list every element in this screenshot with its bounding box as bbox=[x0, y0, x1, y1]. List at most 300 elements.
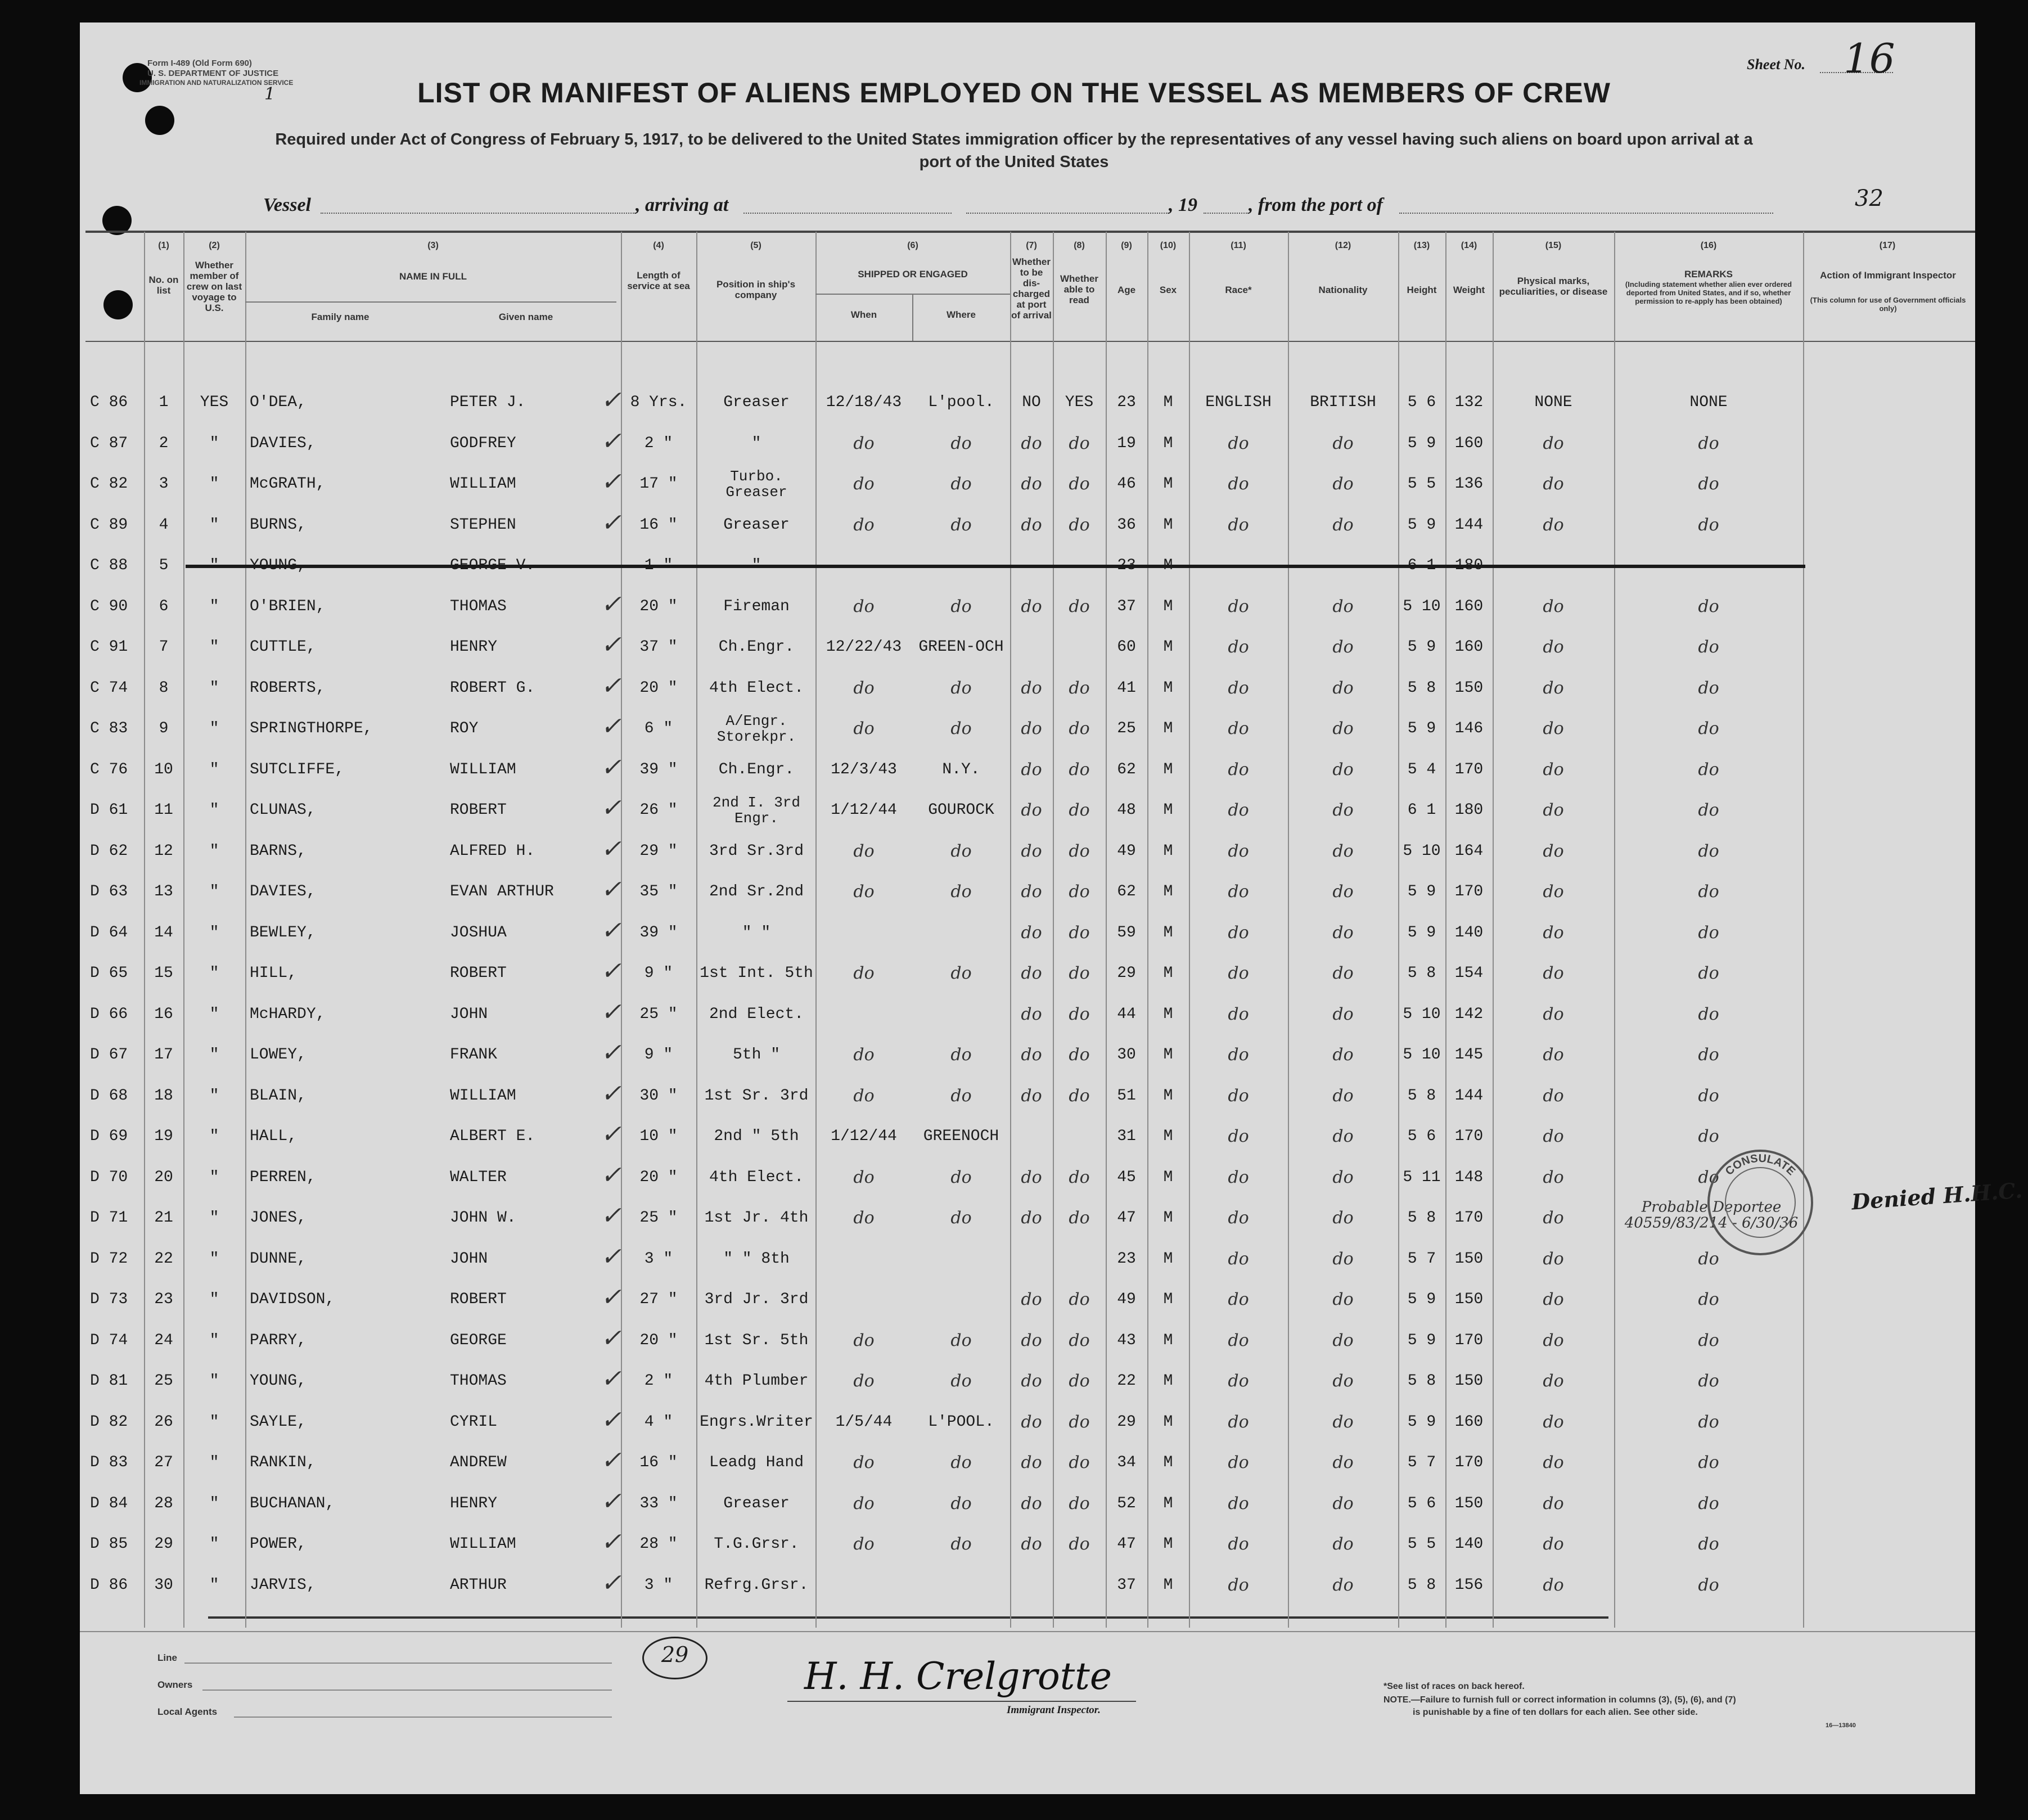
cell-weight: 140 bbox=[1454, 923, 1484, 941]
cell-given: WILLIAM bbox=[450, 1535, 516, 1553]
cell-nat: do bbox=[1332, 1330, 1354, 1350]
cell-last: " bbox=[209, 720, 219, 737]
cell-read: do bbox=[1069, 1330, 1090, 1350]
cell-service: 16 " bbox=[639, 1454, 678, 1471]
cell-height: 5 8 bbox=[1407, 1087, 1436, 1105]
cell-last: " bbox=[209, 434, 219, 452]
cell-when: do bbox=[853, 963, 875, 983]
header-able-read: Whether able to read bbox=[1060, 273, 1098, 305]
cell-service: 27 " bbox=[639, 1291, 678, 1308]
cell-service: 2 " bbox=[644, 1372, 673, 1390]
cell-given: WILLIAM bbox=[450, 475, 516, 493]
line-label: Line bbox=[157, 1652, 177, 1663]
cell-race: do bbox=[1228, 759, 1249, 780]
cell-last: " bbox=[209, 1454, 219, 1471]
cell-last: " bbox=[209, 1005, 219, 1023]
cell-ref: C 87 bbox=[90, 434, 128, 452]
cell-service: 25 " bbox=[639, 1209, 678, 1227]
cell-given: HENRY bbox=[450, 1494, 498, 1512]
corner-mark: 1 bbox=[264, 84, 276, 104]
cell-height: 5 10 bbox=[1403, 842, 1441, 860]
cell-race: do bbox=[1228, 963, 1249, 983]
cell-no: 25 bbox=[154, 1372, 173, 1390]
cell-sex: M bbox=[1163, 883, 1173, 900]
checkmark-icon: ✓ bbox=[601, 467, 621, 496]
cell-no: 14 bbox=[154, 923, 173, 941]
cell-last: " bbox=[209, 1168, 219, 1186]
cell-sex: M bbox=[1163, 1087, 1173, 1105]
cell-where: do bbox=[950, 1371, 972, 1391]
cell-family: DAVIES, bbox=[250, 883, 316, 900]
cell-weight: 150 bbox=[1454, 1494, 1484, 1512]
cell-age: 29 bbox=[1117, 1413, 1136, 1431]
cell-given: ROBERT G. bbox=[450, 679, 535, 697]
cell-marks: do bbox=[1543, 1330, 1564, 1350]
cell-sex: M bbox=[1163, 679, 1173, 697]
cell-race: do bbox=[1228, 1004, 1249, 1024]
cell-remarks: do bbox=[1698, 1493, 1719, 1513]
cell-height: 5 8 bbox=[1407, 1209, 1436, 1227]
cell-when: 12/3/43 bbox=[831, 760, 897, 778]
cell-race: ENGLISH bbox=[1205, 394, 1272, 411]
cell-service: 28 " bbox=[639, 1535, 678, 1553]
cell-nat: do bbox=[1332, 1575, 1354, 1595]
cell-last: " bbox=[209, 923, 219, 941]
cell-sex: M bbox=[1163, 597, 1173, 615]
checkmark-icon: ✓ bbox=[601, 1405, 621, 1434]
cell-where: do bbox=[950, 433, 972, 453]
cell-ref: C 86 bbox=[90, 394, 128, 411]
column-number: (12) bbox=[1335, 241, 1351, 250]
cell-sex: M bbox=[1163, 475, 1173, 493]
cell-height: 5 6 bbox=[1407, 1128, 1436, 1145]
cell-no: 15 bbox=[154, 965, 173, 982]
cell-marks: do bbox=[1543, 474, 1564, 494]
cell-no: 28 bbox=[154, 1494, 173, 1512]
cell-age: 23 bbox=[1117, 1250, 1136, 1268]
cell-last: " bbox=[209, 883, 219, 900]
cell-position: " " bbox=[742, 923, 771, 941]
cell-family: ROBERTS, bbox=[250, 679, 326, 697]
cell-height: 5 9 bbox=[1407, 1291, 1436, 1308]
cell-weight: 150 bbox=[1454, 1291, 1484, 1308]
cell-read: do bbox=[1069, 841, 1090, 861]
cell-ref: D 70 bbox=[90, 1168, 128, 1186]
cell-height: 5 5 bbox=[1407, 1535, 1436, 1553]
cell-weight: 170 bbox=[1454, 1331, 1484, 1349]
checkmark-icon: ✓ bbox=[601, 1323, 621, 1353]
cell-where: do bbox=[950, 1045, 972, 1065]
strikethrough-line bbox=[186, 565, 1805, 568]
cell-nat: do bbox=[1332, 1493, 1354, 1513]
cell-family: McGRATH, bbox=[250, 475, 326, 493]
column-number: (9) bbox=[1121, 241, 1132, 250]
cell-position: 1st Sr. 3rd bbox=[704, 1087, 809, 1105]
cell-disch: do bbox=[1021, 719, 1042, 738]
cell-service: 37 " bbox=[639, 638, 678, 656]
cell-disch: do bbox=[1021, 1493, 1042, 1513]
cell-nat: do bbox=[1332, 433, 1354, 453]
cell-disch: do bbox=[1021, 759, 1042, 780]
checkmark-icon: ✓ bbox=[601, 426, 621, 456]
header-length-service: Length of service at sea bbox=[627, 270, 690, 291]
cell-weight: 150 bbox=[1454, 1250, 1484, 1268]
cell-position: Greaser bbox=[723, 1494, 790, 1512]
stamp-text: CONSULATE bbox=[1723, 1152, 1798, 1178]
owners-label: Owners bbox=[157, 1679, 193, 1690]
cell-ref: D 61 bbox=[90, 801, 128, 819]
header-where: Where bbox=[947, 309, 976, 320]
cell-position: Greaser bbox=[723, 394, 790, 411]
cell-race: do bbox=[1228, 1575, 1249, 1595]
cell-nat: do bbox=[1332, 1127, 1354, 1146]
cell-sex: M bbox=[1163, 923, 1173, 941]
cell-marks: do bbox=[1543, 1127, 1564, 1146]
column-number: (17) bbox=[1879, 241, 1896, 250]
cell-age: 46 bbox=[1117, 475, 1136, 493]
header-bottom-border bbox=[85, 341, 1975, 342]
cell-last: " bbox=[209, 1209, 219, 1227]
cell-remarks: do bbox=[1698, 841, 1719, 861]
cell-race: do bbox=[1228, 1371, 1249, 1391]
cell-remarks: do bbox=[1698, 474, 1719, 494]
cell-weight: 142 bbox=[1454, 1005, 1484, 1023]
cell-given: EVAN ARTHUR bbox=[450, 883, 554, 900]
cell-ref: D 81 bbox=[90, 1372, 128, 1390]
cell-position: 2nd " 5th bbox=[714, 1128, 799, 1145]
cell-weight: 144 bbox=[1454, 1087, 1484, 1105]
checkmark-icon: ✓ bbox=[601, 957, 621, 985]
cell-last: " bbox=[209, 475, 219, 493]
cell-height: 5 8 bbox=[1407, 679, 1436, 697]
cell-service: 2 " bbox=[644, 434, 673, 452]
cell-weight: 170 bbox=[1454, 883, 1484, 900]
cell-height: 5 8 bbox=[1407, 1576, 1436, 1594]
cell-nat: do bbox=[1332, 1208, 1354, 1228]
cell-where: L'pool. bbox=[928, 394, 994, 411]
cell-height: 5 9 bbox=[1407, 1331, 1436, 1349]
cell-age: 31 bbox=[1117, 1128, 1136, 1145]
header-position: Position in ship's company bbox=[716, 279, 796, 300]
cell-height: 5 10 bbox=[1403, 1046, 1441, 1064]
cell-sex: M bbox=[1163, 1494, 1173, 1512]
cell-position: " bbox=[751, 434, 761, 452]
cell-weight: 170 bbox=[1454, 1209, 1484, 1227]
cell-service: 17 " bbox=[639, 475, 678, 493]
cell-height: 5 9 bbox=[1407, 434, 1436, 452]
form-subtitle-line2: port of the United States bbox=[919, 153, 1109, 171]
cell-service: 9 " bbox=[644, 965, 673, 982]
cell-read: do bbox=[1069, 922, 1090, 943]
cell-ref: D 64 bbox=[90, 923, 128, 941]
column-number: (3) bbox=[427, 241, 439, 250]
cell-disch: do bbox=[1021, 1290, 1042, 1309]
cell-read: do bbox=[1069, 1208, 1090, 1228]
year-label: , 19 bbox=[1169, 195, 1197, 215]
cell-where: GREEN-OCH bbox=[918, 638, 1004, 656]
cell-when: do bbox=[853, 678, 875, 698]
cell-weight: 154 bbox=[1454, 965, 1484, 982]
column-number: (5) bbox=[750, 241, 761, 250]
cell-remarks: do bbox=[1698, 1290, 1719, 1309]
cell-service: 39 " bbox=[639, 923, 678, 941]
cell-family: BARNS, bbox=[250, 842, 307, 860]
cell-where: do bbox=[950, 596, 972, 616]
svg-text:CONSULATE bbox=[1723, 1152, 1798, 1178]
inspector-label: Immigrant Inspector. bbox=[1007, 1704, 1101, 1716]
cell-nat: do bbox=[1332, 882, 1354, 902]
cell-given: ALFRED H. bbox=[450, 842, 535, 860]
cell-age: 29 bbox=[1117, 965, 1136, 982]
races-note: *See list of races on back hereof. bbox=[1383, 1682, 1525, 1691]
cell-last: " bbox=[209, 1250, 219, 1268]
cell-race: do bbox=[1228, 678, 1249, 698]
cell-when: do bbox=[853, 719, 875, 738]
cell-weight: 170 bbox=[1454, 760, 1484, 778]
cell-read: do bbox=[1069, 678, 1090, 698]
cell-family: O'BRIEN, bbox=[250, 597, 326, 615]
cell-weight: 150 bbox=[1454, 1372, 1484, 1390]
cell-service: 25 " bbox=[639, 1005, 678, 1023]
cell-service: 4 " bbox=[644, 1413, 673, 1431]
cell-where: do bbox=[950, 474, 972, 494]
cell-remarks: do bbox=[1698, 1045, 1719, 1065]
cell-height: 5 11 bbox=[1403, 1168, 1441, 1186]
cell-given: PETER J. bbox=[450, 394, 526, 411]
checkmark-icon: ✓ bbox=[601, 508, 621, 537]
cell-remarks: do bbox=[1698, 882, 1719, 902]
header-remarks: REMARKS bbox=[1684, 269, 1733, 280]
cell-position: T.G.Grsr. bbox=[714, 1535, 799, 1553]
cell-height: 6 1 bbox=[1407, 801, 1436, 819]
checkmark-icon: ✓ bbox=[601, 1486, 621, 1516]
cell-age: 51 bbox=[1117, 1087, 1136, 1105]
cell-nat: do bbox=[1332, 1085, 1354, 1106]
cell-no: 2 bbox=[159, 434, 169, 452]
cell-remarks: do bbox=[1698, 1004, 1719, 1024]
cell-ref: C 82 bbox=[90, 475, 128, 493]
cell-given: ROBERT bbox=[450, 1291, 507, 1308]
cell-position: 4th Elect. bbox=[709, 1168, 804, 1186]
cell-given: JOHN W. bbox=[450, 1209, 516, 1227]
cell-no: 29 bbox=[154, 1535, 173, 1553]
cell-height: 5 10 bbox=[1403, 597, 1441, 615]
checkmark-icon: ✓ bbox=[601, 834, 621, 863]
cell-ref: D 63 bbox=[90, 883, 128, 900]
cell-marks: do bbox=[1543, 596, 1564, 616]
cell-given: JOHN bbox=[450, 1250, 488, 1268]
cell-nat: do bbox=[1332, 800, 1354, 820]
cell-remarks: do bbox=[1698, 922, 1719, 943]
cell-sex: M bbox=[1163, 1413, 1173, 1431]
cell-no: 7 bbox=[159, 638, 169, 656]
cell-age: 47 bbox=[1117, 1535, 1136, 1553]
cell-marks: NONE bbox=[1534, 394, 1572, 411]
cell-position: Engrs.Writer bbox=[700, 1413, 813, 1431]
cell-age: 41 bbox=[1117, 679, 1136, 697]
checkmark-icon: ✓ bbox=[601, 1283, 621, 1312]
cell-last: " bbox=[209, 1291, 219, 1308]
cell-disch: do bbox=[1021, 433, 1042, 453]
cell-remarks: do bbox=[1698, 963, 1719, 983]
cell-last: " bbox=[209, 1087, 219, 1105]
cell-height: 5 7 bbox=[1407, 1250, 1436, 1268]
cell-age: 52 bbox=[1117, 1494, 1136, 1512]
cell-remarks: do bbox=[1698, 1085, 1719, 1106]
cell-race: do bbox=[1228, 637, 1249, 657]
cell-last: " bbox=[209, 1128, 219, 1145]
cell-age: 44 bbox=[1117, 1005, 1136, 1023]
header-physical-marks: Physical marks, peculiarities, or disease bbox=[1499, 276, 1608, 297]
header-shipped-engaged: SHIPPED OR ENGAGED bbox=[858, 269, 968, 280]
cell-service: 26 " bbox=[639, 801, 678, 819]
cell-ref: D 72 bbox=[90, 1250, 128, 1268]
column-number: (15) bbox=[1545, 241, 1562, 250]
cell-race: do bbox=[1228, 1208, 1249, 1228]
cell-marks: do bbox=[1543, 678, 1564, 698]
cell-sex: M bbox=[1163, 1454, 1173, 1471]
header-given-name: Given name bbox=[498, 312, 553, 322]
cell-nat: do bbox=[1332, 1453, 1354, 1472]
cell-marks: do bbox=[1543, 882, 1564, 902]
cell-remarks: do bbox=[1698, 1534, 1719, 1554]
cell-given: WALTER bbox=[450, 1168, 507, 1186]
cell-height: 5 9 bbox=[1407, 1413, 1436, 1431]
cell-marks: do bbox=[1543, 963, 1564, 983]
cell-where: do bbox=[950, 1208, 972, 1228]
cell-sex: M bbox=[1163, 516, 1173, 534]
cell-remarks: do bbox=[1698, 759, 1719, 780]
cell-where: do bbox=[950, 678, 972, 698]
cell-read: YES bbox=[1065, 394, 1094, 411]
cell-family: PARRY, bbox=[250, 1331, 307, 1349]
checkmark-icon: ✓ bbox=[601, 1201, 621, 1230]
cell-marks: do bbox=[1543, 719, 1564, 738]
cell-marks: do bbox=[1543, 1249, 1564, 1269]
cell-position: 4th Plumber bbox=[704, 1372, 809, 1390]
cell-sex: M bbox=[1163, 1535, 1173, 1553]
cell-disch: do bbox=[1021, 1330, 1042, 1350]
cell-last: " bbox=[209, 1046, 219, 1064]
cell-last: " bbox=[209, 1372, 219, 1390]
header-action: Action of Immigrant Inspector bbox=[1820, 270, 1956, 281]
cell-family: HALL, bbox=[250, 1128, 298, 1145]
cell-service: 20 " bbox=[639, 597, 678, 615]
cell-when: do bbox=[853, 1085, 875, 1106]
cell-when: do bbox=[853, 1371, 875, 1391]
cell-when: do bbox=[853, 1045, 875, 1065]
cell-age: 45 bbox=[1117, 1168, 1136, 1186]
cell-weight: 150 bbox=[1454, 679, 1484, 697]
header-family-name: Family name bbox=[311, 312, 369, 322]
cell-given: FRANK bbox=[450, 1046, 498, 1064]
cell-marks: do bbox=[1543, 1575, 1564, 1595]
cell-when: 1/12/44 bbox=[831, 801, 897, 819]
cell-age: 23 bbox=[1117, 394, 1136, 411]
cell-read: do bbox=[1069, 1534, 1090, 1554]
cell-ref: C 74 bbox=[90, 679, 128, 697]
cell-remarks: do bbox=[1698, 1249, 1719, 1269]
cell-when: do bbox=[853, 515, 875, 535]
cell-race: do bbox=[1228, 474, 1249, 494]
checkmark-icon: ✓ bbox=[601, 1242, 621, 1271]
cell-ref: C 89 bbox=[90, 516, 128, 534]
fine-note-line1: NOTE.—Failure to furnish full or correct information in columns (3), (5), (6), and (7) bbox=[1383, 1695, 1736, 1705]
cell-ref: C 76 bbox=[90, 760, 128, 778]
cell-service: 6 " bbox=[644, 720, 673, 737]
cell-weight: 164 bbox=[1454, 842, 1484, 860]
cell-age: 19 bbox=[1117, 434, 1136, 452]
cell-family: LOWEY, bbox=[250, 1046, 307, 1064]
cell-no: 12 bbox=[154, 842, 173, 860]
cell-given: ROY bbox=[450, 720, 479, 737]
cell-sex: M bbox=[1163, 1291, 1173, 1308]
cell-marks: do bbox=[1543, 1167, 1564, 1187]
cell-sex: M bbox=[1163, 760, 1173, 778]
cell-read: do bbox=[1069, 433, 1090, 453]
cell-remarks: do bbox=[1698, 1412, 1719, 1432]
cell-no: 16 bbox=[154, 1005, 173, 1023]
cell-position: Fireman bbox=[723, 597, 790, 615]
cell-position: Leadg Hand bbox=[709, 1454, 804, 1471]
cell-where: GOUROCK bbox=[928, 801, 994, 819]
cell-race: do bbox=[1228, 922, 1249, 943]
cell-no: 8 bbox=[159, 679, 169, 697]
cell-sex: M bbox=[1163, 1209, 1173, 1227]
department-name: U. S. DEPARTMENT OF JUSTICE bbox=[147, 69, 279, 78]
cell-ref: D 83 bbox=[90, 1454, 128, 1471]
cell-height: 5 8 bbox=[1407, 965, 1436, 982]
cell-weight: 144 bbox=[1454, 516, 1484, 534]
agents-label: Local Agents bbox=[157, 1706, 218, 1717]
cell-position: 2nd I. 3rd Engr. bbox=[712, 794, 801, 827]
cell-race: do bbox=[1228, 596, 1249, 616]
cell-position: 2nd Sr.2nd bbox=[709, 883, 804, 900]
cell-family: CUTTLE, bbox=[250, 638, 316, 656]
cell-given: JOSHUA bbox=[450, 923, 507, 941]
cell-age: 60 bbox=[1117, 638, 1136, 656]
column-number: (2) bbox=[209, 241, 220, 250]
cell-when: do bbox=[853, 474, 875, 494]
cell-last: " bbox=[209, 965, 219, 982]
cell-marks: do bbox=[1543, 1493, 1564, 1513]
cell-ref: D 62 bbox=[90, 842, 128, 860]
cell-family: DAVIDSON, bbox=[250, 1291, 335, 1308]
header-age: Age bbox=[1117, 285, 1136, 295]
cell-height: 5 9 bbox=[1407, 516, 1436, 534]
cell-weight: 132 bbox=[1454, 394, 1484, 411]
cell-family: POWER, bbox=[250, 1535, 307, 1553]
cell-service: 20 " bbox=[639, 1331, 678, 1349]
cell-marks: do bbox=[1543, 841, 1564, 861]
cell-last: " bbox=[209, 1413, 219, 1431]
cell-disch: do bbox=[1021, 596, 1042, 616]
cell-position: " " 8th bbox=[723, 1250, 790, 1268]
cell-race: do bbox=[1228, 882, 1249, 902]
cell-service: 20 " bbox=[639, 679, 678, 697]
header-discharged: Whether to be dis-charged at port of arrival bbox=[1011, 256, 1052, 321]
cell-race: do bbox=[1228, 800, 1249, 820]
cell-family: SUTCLIFFE, bbox=[250, 760, 345, 778]
cell-read: do bbox=[1069, 1371, 1090, 1391]
checkmark-icon: ✓ bbox=[601, 671, 621, 700]
cell-nat: do bbox=[1332, 596, 1354, 616]
column-divider bbox=[1803, 232, 1804, 1628]
cell-family: BLAIN, bbox=[250, 1087, 307, 1105]
cell-marks: do bbox=[1543, 1412, 1564, 1432]
cell-position: 1st Jr. 4th bbox=[704, 1209, 809, 1227]
cell-last: " bbox=[209, 760, 219, 778]
